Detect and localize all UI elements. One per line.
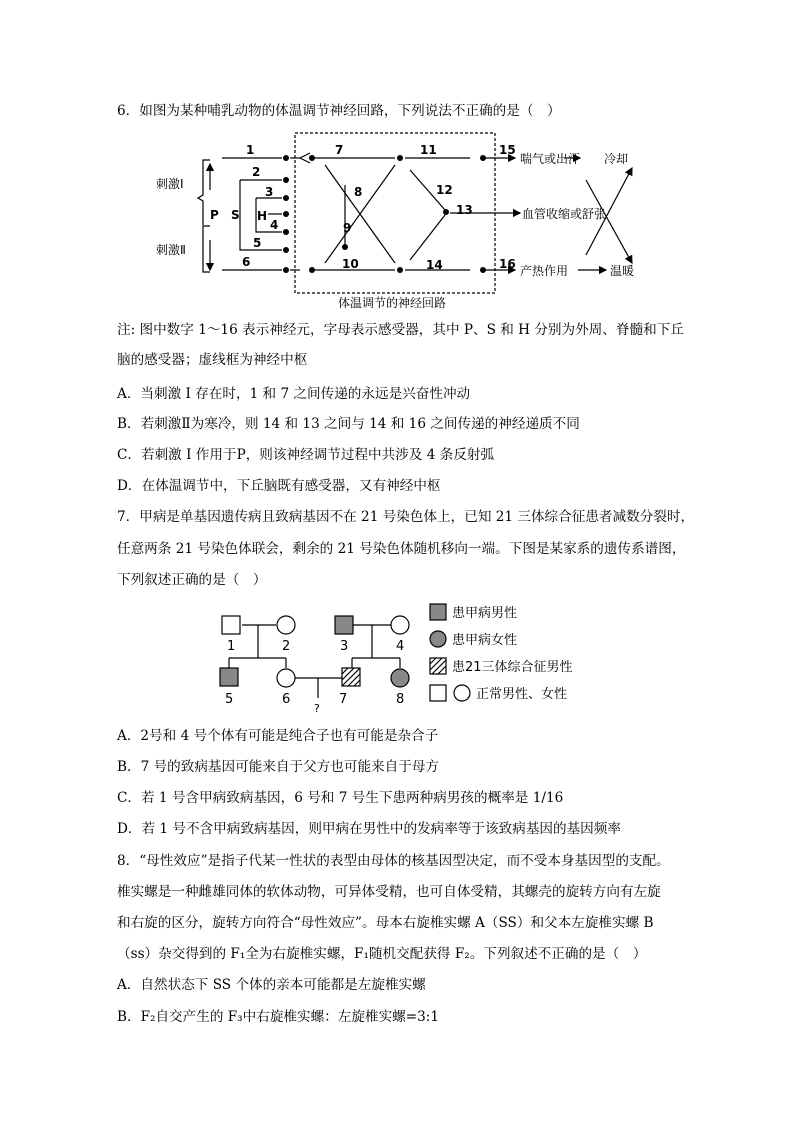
bracket-stimulus1 xyxy=(198,160,210,225)
pedigree-individual-2 xyxy=(277,616,295,634)
pedigree-id-7: 7 xyxy=(339,692,348,707)
q8-stem-line3: 和右旋的区分，旋转方向符合“母性效应”。母本右旋椎实螺 A（SS）和父本左旋椎实螺 B xyxy=(117,915,654,931)
effect-pant: 喘气或出汗 xyxy=(520,152,581,166)
receptor-p: P xyxy=(210,208,219,222)
pedigree-individual-5 xyxy=(220,668,238,686)
pedigree-id-4: 4 xyxy=(396,639,405,654)
pedigree-individual-1 xyxy=(222,616,240,634)
pedigree-id-2: 2 xyxy=(282,639,291,654)
q6-note-line2: 脑的感受器；虚线框为神经中枢 xyxy=(117,352,308,368)
q7-stem-line1: 7．甲病是单基因遗传病且致病基因不在 21 号染色体上，已知 21 三体综合征患者减数分裂时， xyxy=(117,509,695,525)
pedigree-id-1: 1 xyxy=(227,639,236,654)
neuron-12: 12 xyxy=(436,183,453,197)
neuron-4: 4 xyxy=(270,218,279,232)
figure-caption: 体温调节的神经回路 xyxy=(338,296,447,310)
effect-heat: 产热作用 xyxy=(520,264,569,278)
neuron-14: 14 xyxy=(426,258,443,272)
neuron-16: 16 xyxy=(499,257,516,271)
q6-option-d: D．在体温调节中，下丘脑既有感受器，又有神经中枢 xyxy=(117,478,441,494)
legend-male-affected: 患甲病男性 xyxy=(452,606,518,621)
q6-option-c: C．若刺激 I 作用于P，则该神经调节过程中共涉及 4 条反射弧 xyxy=(117,447,495,463)
pedigree-individual-4 xyxy=(391,616,409,634)
legend-male-affected-symbol xyxy=(430,604,446,620)
thermoregulation-circuit-figure xyxy=(150,128,650,314)
legend-female-affected-symbol xyxy=(430,631,446,647)
neuron-9: 9 xyxy=(343,221,352,235)
pedigree-individual-6 xyxy=(277,669,295,687)
q7-option-a: A．2号和 4 号个体有可能是纯合子也有可能是杂合子 xyxy=(117,728,439,744)
pedigree-figure xyxy=(215,600,615,718)
stimulus2-label: 刺激Ⅱ xyxy=(156,243,186,257)
result-cool: 冷却 xyxy=(604,152,629,166)
legend-down-symbol xyxy=(430,658,446,674)
q8-stem-line1: 8．“母性效应”是指子代某一性状的表型由母体的核基因型决定，而不受本身基因型的支配。 xyxy=(117,853,670,869)
q7-stem-line3: 下列叙述正确的是（ ） xyxy=(117,572,267,588)
q8-stem-line2: 椎实螺是一种雌雄同体的软体动物，可异体受精，也可自体受精，其螺壳的旋转方向有左旋 xyxy=(117,884,661,900)
receptor-h: H xyxy=(257,209,268,223)
effect-vessel: 血管收缩或舒张 xyxy=(522,207,607,221)
legend-normal-male-symbol xyxy=(430,685,446,701)
neuron-15: 15 xyxy=(499,143,516,157)
legend-down: 患21三体综合征男性 xyxy=(452,660,573,675)
pedigree-id-3: 3 xyxy=(340,639,349,654)
neuron-3: 3 xyxy=(265,185,274,199)
q7-option-b: B．7 号的致病基因可能来自于父方也可能来自于母方 xyxy=(117,759,440,775)
q7-option-d: D．若 1 号不含甲病致病基因，则甲病在男性中的发病率等于该致病基因的基因频率 xyxy=(117,821,621,837)
stimulus1-label: 刺激Ⅰ xyxy=(156,177,184,191)
q6-option-a: A．当刺激 I 存在时，1 和 7 之间传递的永远是兴奋性冲动 xyxy=(117,386,471,402)
neuron-6: 6 xyxy=(242,255,251,269)
pedigree-id-5: 5 xyxy=(225,692,234,707)
neuron-5: 5 xyxy=(253,236,262,250)
result-warm: 温暖 xyxy=(610,264,635,278)
neuron-2: 2 xyxy=(252,165,261,179)
pedigree-id-6: 6 xyxy=(282,692,291,707)
neuron-1: 1 xyxy=(246,143,255,157)
pedigree-individual-3 xyxy=(335,616,353,634)
q7-option-c: C．若 1 号含甲病致病基因，6 号和 7 号生下患两种病男孩的概率是 1/16 xyxy=(117,790,564,806)
pedigree-id-8: 8 xyxy=(396,692,405,707)
legend-normal-female-symbol xyxy=(454,685,470,701)
neuron-8: 8 xyxy=(354,185,363,199)
legend-normal: 正常男性、女性 xyxy=(476,687,568,702)
neuron-7: 7 xyxy=(335,143,344,157)
q8-stem-line4: （ss）杂交得到的 F₁全为右旋椎实螺，F₁随机交配获得 F₂。下列叙述不正确的是（ ） xyxy=(117,946,647,962)
bracket-stimulus2 xyxy=(203,226,210,272)
q6-option-b: B．若刺激Ⅱ为寒冷，则 14 和 13 之间与 14 和 16 之间传递的神经递质不同 xyxy=(117,416,580,432)
q6-stem: 6．如图为某种哺乳动物的体温调节神经回路，下列说法不正确的是（ ） xyxy=(117,103,561,119)
neuron-13: 13 xyxy=(456,203,473,217)
receptor-s: S xyxy=(231,208,240,222)
pedigree-individual-8 xyxy=(391,669,409,687)
q6-note-line1: 注: 图中数字 1～16 表示神经元，字母表示感受器，其中 P、S 和 H 分别为外周、脊髓和下丘 xyxy=(117,322,684,338)
pedigree-unknown: ? xyxy=(314,702,320,715)
neuron-10: 10 xyxy=(342,257,359,271)
q8-option-b: B．F₂自交产生的 F₃中右旋椎实螺：左旋椎实螺=3:1 xyxy=(117,1009,440,1025)
q8-option-a: A．自然状态下 SS 个体的亲本可能都是左旋椎实螺 xyxy=(117,977,426,993)
q7-stem-line2: 任意两条 21 号染色体联会，剩余的 21 号染色体随机移向一端。下图是某家系的遗传系谱图， xyxy=(117,541,686,557)
legend-female-affected: 患甲病女性 xyxy=(452,633,518,648)
neuron-11: 11 xyxy=(420,143,437,157)
